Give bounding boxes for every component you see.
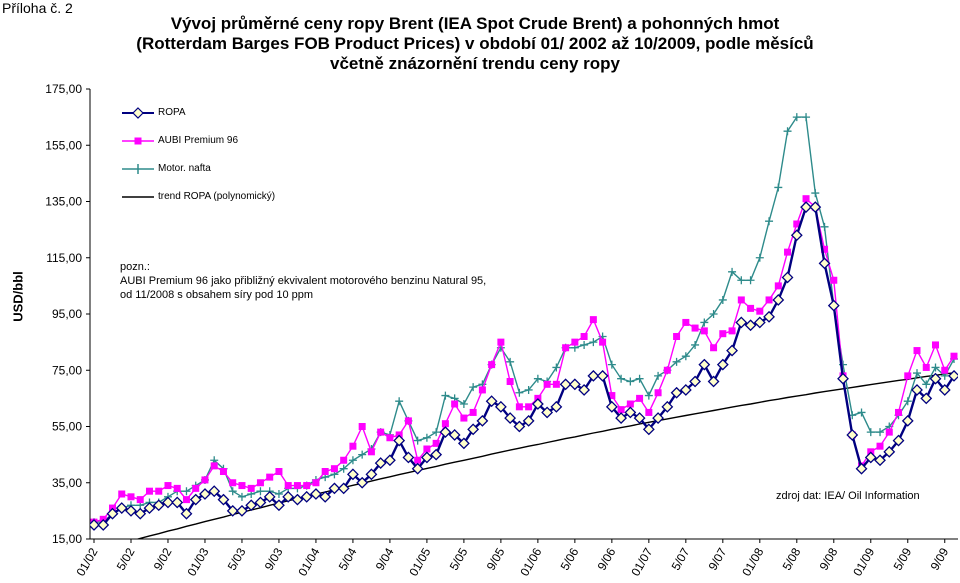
data-point-aubi bbox=[405, 417, 412, 424]
data-point-aubi bbox=[636, 395, 643, 402]
data-point-aubi bbox=[174, 485, 181, 492]
x-tick-label: 01/06 bbox=[517, 545, 545, 579]
data-point-nafta bbox=[765, 217, 773, 225]
data-point-aubi bbox=[525, 403, 532, 410]
data-point-nafta bbox=[580, 341, 588, 349]
data-point-nafta bbox=[460, 400, 468, 408]
data-point-nafta bbox=[858, 408, 866, 416]
data-point-aubi bbox=[719, 330, 726, 337]
data-point-nafta bbox=[515, 389, 523, 397]
data-point-ropa bbox=[237, 506, 247, 516]
annex-label: Příloha č. 2 bbox=[2, 0, 73, 16]
data-point-nafta bbox=[645, 392, 653, 400]
data-point-nafta bbox=[275, 490, 283, 498]
y-tick-label: 75,00 bbox=[51, 363, 82, 378]
data-point-aubi bbox=[673, 333, 680, 340]
data-point-ropa bbox=[598, 371, 608, 381]
data-point-aubi bbox=[756, 308, 763, 315]
x-tick-label: 9/09 bbox=[927, 545, 952, 573]
data-point-aubi bbox=[442, 420, 449, 427]
x-tick-label: 9/07 bbox=[705, 545, 730, 573]
x-tick-label: 5/03 bbox=[224, 545, 249, 573]
data-point-nafta bbox=[756, 254, 764, 262]
data-point-nafta bbox=[182, 487, 190, 495]
data-point-nafta bbox=[811, 189, 819, 197]
data-point-ropa bbox=[440, 427, 450, 437]
note-line-3: od 11/2008 s obsahem síry pod 10 ppm bbox=[120, 289, 314, 301]
data-point-ropa bbox=[292, 495, 302, 505]
data-point-aubi bbox=[275, 468, 282, 475]
data-point-ropa bbox=[783, 272, 793, 282]
y-tick-label: 155,00 bbox=[45, 138, 82, 153]
data-point-aubi bbox=[877, 443, 884, 450]
legend-swatch-ropa bbox=[120, 106, 156, 120]
data-point-aubi bbox=[470, 409, 477, 416]
data-point-aubi bbox=[303, 482, 310, 489]
data-point-aubi bbox=[359, 423, 366, 430]
data-point-aubi bbox=[479, 386, 486, 393]
data-point-aubi bbox=[322, 468, 329, 475]
data-point-aubi bbox=[581, 333, 588, 340]
data-point-nafta bbox=[229, 487, 237, 495]
data-point-nafta bbox=[793, 113, 801, 121]
data-point-aubi bbox=[497, 339, 504, 346]
y-tick-label: 95,00 bbox=[51, 307, 82, 321]
data-point-aubi bbox=[516, 403, 523, 410]
data-point-aubi bbox=[266, 474, 273, 481]
x-tick-label: 9/02 bbox=[150, 545, 175, 573]
data-point-aubi bbox=[451, 401, 458, 408]
x-tick-label: 9/08 bbox=[816, 545, 841, 573]
data-point-aubi bbox=[201, 476, 208, 483]
chart-title-line-2: (Rotterdam Barges FOB Product Prices) v období 01/ 2002 až 10/2009, podle měsíců bbox=[136, 34, 814, 53]
data-point-ropa bbox=[126, 506, 136, 516]
legend-swatch-trend bbox=[120, 190, 156, 204]
data-point-aubi bbox=[729, 327, 736, 334]
data-point-ropa bbox=[699, 360, 709, 370]
data-point-aubi bbox=[414, 457, 421, 464]
legend-label-aubi: AUBI Premium 96 bbox=[158, 135, 239, 146]
data-point-aubi bbox=[747, 305, 754, 312]
data-point-nafta bbox=[867, 428, 875, 436]
data-point-aubi bbox=[146, 488, 153, 495]
data-point-aubi bbox=[183, 496, 190, 503]
data-point-aubi bbox=[784, 249, 791, 256]
data-point-nafta bbox=[395, 397, 403, 405]
data-point-aubi bbox=[627, 401, 634, 408]
data-point-aubi bbox=[257, 479, 264, 486]
data-point-aubi bbox=[692, 325, 699, 332]
data-point-aubi bbox=[137, 496, 144, 503]
data-point-aubi bbox=[127, 493, 134, 500]
data-point-aubi bbox=[562, 344, 569, 351]
data-point-nafta bbox=[358, 451, 366, 459]
data-point-aubi bbox=[164, 482, 171, 489]
data-point-nafta bbox=[904, 397, 912, 405]
x-tick-label: 01/05 bbox=[406, 545, 434, 579]
data-point-aubi bbox=[618, 406, 625, 413]
chart-note bbox=[120, 260, 486, 302]
data-point-ropa bbox=[385, 455, 395, 465]
data-point-nafta bbox=[506, 358, 514, 366]
data-point-nafta bbox=[747, 276, 755, 284]
data-point-aubi bbox=[655, 389, 662, 396]
y-tick-label: 115,00 bbox=[46, 250, 82, 265]
data-point-ropa bbox=[792, 230, 802, 240]
data-point-nafta bbox=[617, 375, 625, 383]
data-point-aubi bbox=[951, 353, 958, 360]
data-point-ropa bbox=[773, 295, 783, 305]
data-point-aubi bbox=[211, 462, 218, 469]
data-point-aubi bbox=[571, 339, 578, 346]
data-point-aubi bbox=[118, 491, 125, 498]
data-point-aubi bbox=[155, 488, 162, 495]
data-point-nafta bbox=[784, 127, 792, 135]
data-point-aubi bbox=[590, 316, 597, 323]
data-point-aubi bbox=[285, 482, 292, 489]
data-point-aubi bbox=[803, 195, 810, 202]
data-point-aubi bbox=[599, 339, 606, 346]
data-source-note: zdroj dat: IEA/ Oil Information bbox=[776, 490, 920, 502]
data-point-nafta bbox=[256, 487, 264, 495]
data-point-aubi bbox=[701, 327, 708, 334]
data-point-nafta bbox=[238, 493, 246, 501]
note-line-1: pozn.: bbox=[120, 261, 150, 273]
y-tick-label: 55,00 bbox=[51, 419, 82, 434]
data-point-nafta bbox=[552, 363, 560, 371]
data-point-aubi bbox=[349, 443, 356, 450]
data-point-aubi bbox=[664, 367, 671, 374]
x-tick-label: 5/08 bbox=[779, 545, 804, 573]
note-line-2: AUBI Premium 96 jako přibližný ekvivalent motorového benzinu Natural 95, bbox=[120, 275, 487, 287]
x-tick-label: 9/05 bbox=[483, 545, 508, 573]
x-tick-label: 5/07 bbox=[668, 545, 693, 573]
legend-label-ropa: ROPA bbox=[158, 107, 186, 118]
data-point-aubi bbox=[766, 296, 773, 303]
data-point-aubi bbox=[220, 468, 227, 475]
data-point-aubi bbox=[368, 448, 375, 455]
data-point-ropa bbox=[903, 416, 913, 426]
data-point-aubi bbox=[238, 482, 245, 489]
data-point-aubi bbox=[386, 434, 393, 441]
x-tick-label: 9/06 bbox=[594, 545, 619, 573]
data-point-nafta bbox=[589, 338, 597, 346]
legend-swatch-nafta bbox=[120, 162, 156, 176]
y-tick-label: 175,00 bbox=[45, 82, 82, 96]
x-tick-label: 01/07 bbox=[628, 545, 656, 579]
x-tick-label: 01/08 bbox=[739, 545, 767, 579]
data-point-aubi bbox=[340, 457, 347, 464]
data-point-aubi bbox=[377, 429, 384, 436]
y-axis-label: USD/bbl bbox=[10, 271, 26, 322]
data-point-nafta bbox=[654, 372, 662, 380]
data-point-aubi bbox=[914, 347, 921, 354]
data-point-aubi bbox=[460, 415, 467, 422]
data-point-nafta bbox=[432, 428, 440, 436]
x-tick-label: 5/05 bbox=[446, 545, 471, 573]
legend-swatch-aubi bbox=[120, 134, 156, 148]
x-tick-label: 01/04 bbox=[295, 545, 323, 579]
data-point-aubi bbox=[923, 364, 930, 371]
data-point-aubi bbox=[830, 277, 837, 284]
data-point-aubi bbox=[294, 482, 301, 489]
data-point-aubi bbox=[886, 429, 893, 436]
data-point-ropa bbox=[829, 301, 839, 311]
data-point-aubi bbox=[932, 341, 939, 348]
data-point-aubi bbox=[192, 485, 199, 492]
chart-title-line-3: včetně znázornění trendu ceny ropy bbox=[329, 54, 620, 73]
data-point-aubi bbox=[488, 361, 495, 368]
series-group bbox=[89, 113, 959, 551]
legend-label-nafta: Motor. nafta bbox=[158, 163, 211, 174]
data-point-aubi bbox=[941, 367, 948, 374]
data-point-aubi bbox=[710, 344, 717, 351]
data-point-ropa bbox=[431, 450, 441, 460]
data-point-aubi bbox=[645, 409, 652, 416]
x-tick-label: 01/09 bbox=[850, 545, 878, 579]
data-point-nafta bbox=[608, 361, 616, 369]
chart-title-line-1: Vývoj průměrné ceny ropy Brent (IEA Spot Crude Brent) a pohonných hmot bbox=[170, 14, 780, 33]
data-point-aubi bbox=[229, 479, 236, 486]
data-point-aubi bbox=[507, 378, 514, 385]
data-point-nafta bbox=[626, 378, 634, 386]
x-tick-label: 5/04 bbox=[335, 545, 360, 573]
data-point-nafta bbox=[821, 223, 829, 231]
data-point-aubi bbox=[248, 485, 255, 492]
data-point-nafta bbox=[774, 183, 782, 191]
data-point-ropa bbox=[736, 317, 746, 327]
data-point-aubi bbox=[895, 409, 902, 416]
legend-label-trend: trend ROPA (polynomický) bbox=[158, 191, 276, 202]
data-point-ropa bbox=[746, 320, 756, 330]
x-tick-label: 5/06 bbox=[557, 545, 582, 573]
data-point-aubi bbox=[904, 372, 911, 379]
data-point-nafta bbox=[423, 434, 431, 442]
data-point-nafta bbox=[876, 428, 884, 436]
data-point-aubi bbox=[423, 446, 430, 453]
data-point-ropa bbox=[302, 492, 312, 502]
x-tick-label: 9/04 bbox=[372, 545, 397, 573]
data-point-ropa bbox=[570, 379, 580, 389]
data-point-ropa bbox=[709, 377, 719, 387]
data-point-aubi bbox=[682, 319, 689, 326]
y-tick-label: 135,00 bbox=[45, 194, 82, 209]
series-line-ropa bbox=[94, 207, 954, 525]
x-tick-label: 01/03 bbox=[184, 545, 212, 579]
y-tick-label: 35,00 bbox=[51, 475, 82, 490]
data-point-aubi bbox=[544, 381, 551, 388]
x-tick-label: 9/03 bbox=[261, 545, 286, 573]
data-point-aubi bbox=[738, 296, 745, 303]
x-tick-label: 5/09 bbox=[890, 545, 915, 573]
data-point-nafta bbox=[469, 383, 477, 391]
data-point-nafta bbox=[719, 296, 727, 304]
data-point-nafta bbox=[636, 375, 644, 383]
data-point-aubi bbox=[775, 282, 782, 289]
data-point-nafta bbox=[441, 392, 449, 400]
data-point-aubi bbox=[312, 479, 319, 486]
data-point-ropa bbox=[311, 489, 321, 499]
y-tick-label: 15,00 bbox=[51, 532, 82, 546]
series-line-nafta bbox=[94, 117, 954, 522]
data-point-nafta bbox=[414, 437, 422, 445]
data-point-aubi bbox=[553, 381, 560, 388]
data-point-aubi bbox=[331, 465, 338, 472]
series-line-trend bbox=[94, 373, 954, 551]
data-point-nafta bbox=[802, 113, 810, 121]
x-tick-label: 5/02 bbox=[113, 545, 138, 573]
x-tick-label: 01/02 bbox=[73, 545, 101, 579]
